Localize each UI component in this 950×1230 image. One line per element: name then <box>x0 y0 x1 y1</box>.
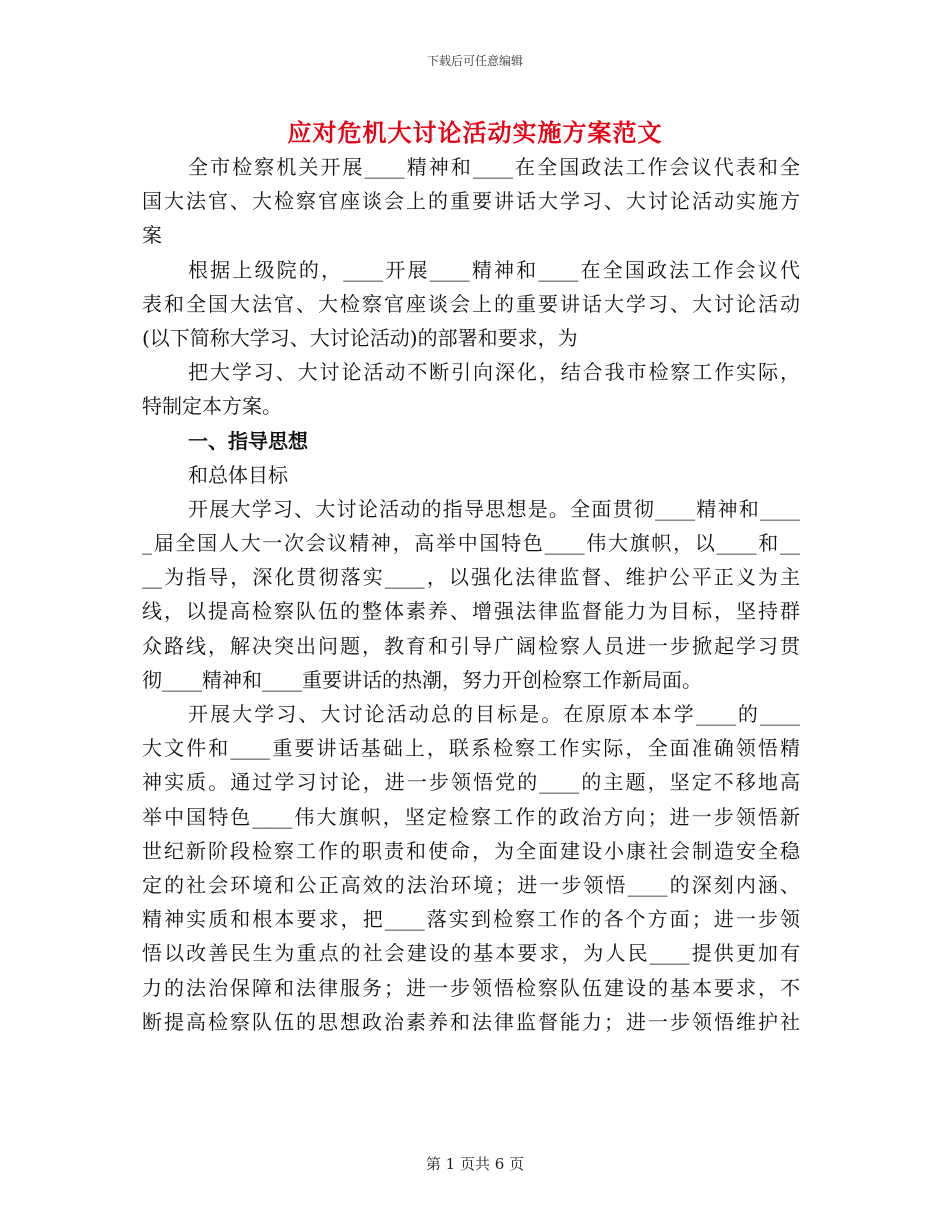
text-line: 表和全国大法官、大检察官座谈会上的重要讲话大学习、大讨论活动 <box>142 291 800 316</box>
text-line: 国大法官、大检察官座谈会上的重要讲话大学习、大讨论活动实施方 <box>142 189 800 214</box>
text-line: 断提高检察队伍的思想政治素养和法律监督能力；进一步领悟维护社 <box>142 1009 800 1034</box>
text-line: 全市检察机关开展____精神和____在全国政法工作会议代表和全 <box>188 155 800 179</box>
text-line: 线，以提高检察队伍的整体素养、增强法律监督能力为目标，坚持群 <box>142 599 800 624</box>
text-line: _届全国人大一次会议精神，高举中国特色____伟大旗帜，以____和__ <box>142 531 800 556</box>
text-line: 根据上级院的，____开展____精神和____在全国政法工作会议代 <box>188 257 800 282</box>
text-line: 把大学习、大讨论活动不断引向深化，结合我市检察工作实际， <box>188 360 800 385</box>
text-line: (以下简称大学习、大讨论活动)的部署和要求，为 <box>142 325 578 350</box>
text-line: 彻____精神和____重要讲话的热潮，努力开创检察工作新局面。 <box>142 667 702 692</box>
text-line: 和总体目标 <box>188 462 288 487</box>
section-heading: 一、指导思想 <box>188 428 308 453</box>
text-line: 神实质。通过学习讨论，进一步领悟党的____的主题，坚定不移地高 <box>142 770 800 795</box>
header-note: 下载后可任意编辑 <box>426 54 523 68</box>
document-body <box>142 150 800 1039</box>
text-line: 精神实质和根本要求，把____落实到检察工作的各个方面；进一步领 <box>142 907 800 932</box>
text-line: 悟以改善民生为重点的社会建设的基本要求，为人民____提供更加有 <box>142 941 800 966</box>
text-line: __为指导，深化贯彻落实____，以强化法律监督、维护公平正义为主 <box>142 565 800 590</box>
text-line: 举中国特色____伟大旗帜，坚定检察工作的政治方向；进一步领悟新 <box>142 804 800 829</box>
text-line: 众路线，解决突出问题，教育和引导广阔检察人员进一步掀起学习贯 <box>142 633 800 658</box>
text-line: 开展大学习、大讨论活动总的目标是。在原原本本学____的____ <box>188 702 800 726</box>
text-line: 特制定本方案。 <box>142 394 282 419</box>
text-line: 案 <box>142 223 162 248</box>
text-line: 大文件和____重要讲话基础上，联系检察工作实际，全面准确领悟精 <box>142 736 800 761</box>
text-line: 开展大学习、大讨论活动的指导思想是。全面贯彻____精神和____ <box>188 496 800 521</box>
text-line: 定的社会环境和公正高效的法治环境；进一步领悟____的深刻内涵、 <box>142 872 800 897</box>
document-title: 应对危机大讨论活动实施方案范文 <box>287 119 663 147</box>
text-line: 力的法治保障和法律服务；进一步领悟检察队伍建设的基本要求，不 <box>142 975 800 1000</box>
page-footer: 第 1 页共 6 页 <box>425 1155 525 1173</box>
text-line: 世纪新阶段检察工作的职责和使命，为全面建设小康社会制造安全稳 <box>142 838 800 863</box>
